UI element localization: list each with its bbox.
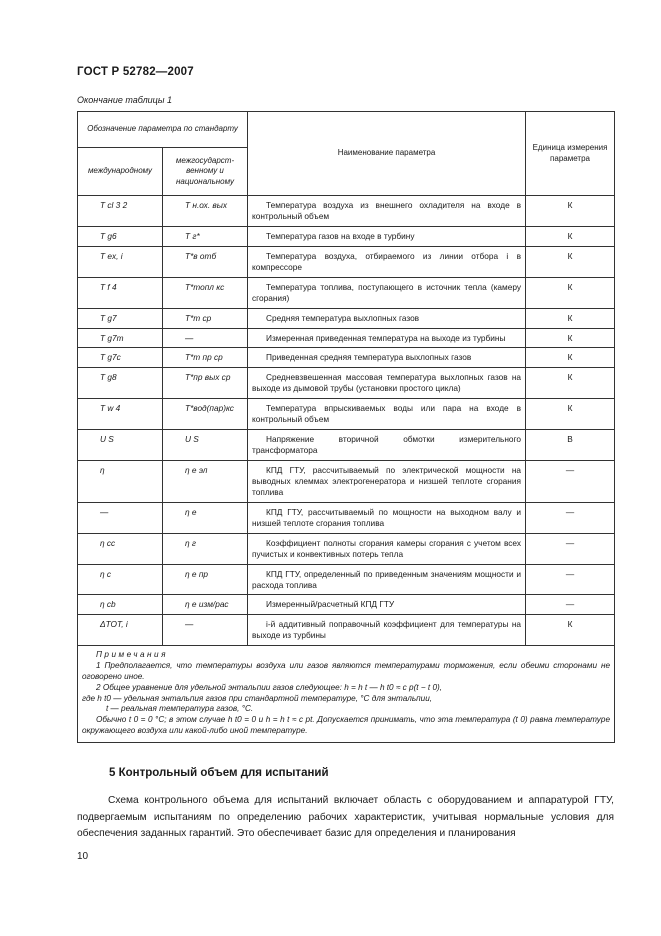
parameter-name: Напряжение вторичной обмотки измерительного трансформатора [248,430,526,461]
table-caption: Окончание таблицы 1 [77,95,172,105]
note-2-t-def: t — реальная температура газов, °С. [106,704,254,714]
section-body-text: Схема контрольного объема для испытаний включает область с оборудованием и аппаратурой ГТУ, подвергаемым испытаниям по определению рабочих характеристик, учитывая нормальные условия для обеспечения заданных гарантий. Это обеспечивает базис для определения и планирования [77,795,614,839]
table-row [78,226,615,246]
parameter-unit: — [526,502,615,533]
table-row [78,277,615,308]
symbol-international: T g7 [78,308,163,328]
symbol-international: T g7c [78,348,163,368]
symbol-international: T ex, i [78,246,163,277]
table-row [78,564,615,595]
symbol-national: T*топл кс [163,277,248,308]
table-row [78,461,615,503]
table-row [78,328,615,348]
symbol-national: T н.ох. вых [163,196,248,227]
parameter-unit: К [526,226,615,246]
note-1: 1 Предполагается, что температуры воздуха или газов являются температурами торможения, если обеими сторонами не оговорено иное. [82,661,611,681]
note-2: 2 Общее уравнение для удельной энтальпии газов следующее: h = h t — h t0 ≈ c p(t − t 0), [96,682,443,692]
parameter-name: Температура топлива, поступающего в источник тепла (камеру сгорания) [248,277,526,308]
table-row [78,196,615,227]
parameter-unit: — [526,564,615,595]
parameter-name: Средневзвешенная массовая температура выхлопных газов на выходе из дымовой трубы (установки простого цикла) [248,368,526,399]
table-row [78,502,615,533]
symbol-international: T f 4 [78,277,163,308]
parameter-unit: — [526,533,615,564]
parameter-name: Температура впрыскиваемых воды или пара на входе в контрольный объем [248,399,526,430]
page-number: 10 [77,851,89,862]
symbol-national: η е [163,502,248,533]
parameter-name: Температура воздуха, отбираемого из линии отбора i в компрессоре [248,246,526,277]
symbol-national: η е изм/рас [163,595,248,615]
symbol-international: — [78,502,163,533]
header-interstate: межгосударст-венному и национальному [163,148,248,196]
symbol-national: T*вод(пар)кс [163,399,248,430]
section-title: 5 Контрольный объем для испытаний [109,767,329,779]
symbol-national: η е пр [163,564,248,595]
table-row [78,615,615,646]
table-row [78,348,615,368]
parameter-unit: К [526,308,615,328]
symbol-national: — [163,615,248,646]
symbol-international: ΔTOT, i [78,615,163,646]
symbol-national: T*т ср [163,308,248,328]
parameter-unit: К [526,328,615,348]
notes-title: Примечания [96,650,168,660]
parameter-name: КПД ГТУ, рассчитываемый по мощности на выходном валу и низшей теплоте сгорания топлива [248,502,526,533]
parameter-name: Температура воздуха из внешнего охладителя на входе в контрольный объем [248,196,526,227]
symbol-international: η cb [78,595,163,615]
parameter-name: i-й аддитивный поправочный коэффициент для температуры на выходе из турбины [248,615,526,646]
symbol-international: T g6 [78,226,163,246]
symbol-international: η c [78,564,163,595]
header-designation-group: Обозначение параметра по стандарту [78,112,248,148]
symbol-international: η cc [78,533,163,564]
symbol-national: η е эл [163,461,248,503]
parameter-unit: В [526,430,615,461]
symbol-national: T*пр вых ср [163,368,248,399]
table-row [78,595,615,615]
parameter-unit: К [526,348,615,368]
table-row [78,399,615,430]
parameter-name: Измеренная приведенная температура на выходе из турбины [248,328,526,348]
parameter-unit: К [526,246,615,277]
symbol-national: T г* [163,226,248,246]
note-2-remark: Обычно t 0 = 0 °С; в этом случае h t0 = 0 и h = h t ≈ c pt. Допускается принимать, что эта температура (t 0) равна температуре окружающего воздуха или какой-либо иной температуре. [82,715,611,736]
note-2-where: где h t0 — удельная энтальпия газов при стандартной температуре, °С для энтальпии, [82,693,433,703]
parameter-name: Приведенная средняя температура выхлопных газов [248,348,526,368]
parameter-unit: К [526,368,615,399]
symbol-national: T*в отб [163,246,248,277]
parameter-name: Температура газов на входе в турбину [248,226,526,246]
parameter-name: Средняя температура выхлопных газов [248,308,526,328]
table-row [78,308,615,328]
parameter-name: КПД ГТУ, определенный по приведенным значениям мощности и расхода топлива [248,564,526,595]
parameter-unit: К [526,615,615,646]
symbol-national: — [163,328,248,348]
parameter-name: Коэффициент полноты сгорания камеры сгорания с учетом всех пучистых и конвективных потерь тепла [248,533,526,564]
parameter-unit: — [526,595,615,615]
symbol-international: U S [78,430,163,461]
parameter-unit: К [526,277,615,308]
document-title: ГОСТ Р 52782—2007 [77,66,194,78]
symbol-international: T cl 3 2 [78,196,163,227]
symbol-national: U S [163,430,248,461]
parameter-unit: — [526,461,615,503]
symbol-international: η [78,461,163,503]
symbol-national: T*т пр ср [163,348,248,368]
symbol-international: T g7m [78,328,163,348]
table-row [78,430,615,461]
table-row [78,533,615,564]
parameter-name: КПД ГТУ, рассчитываемый по электрической мощности на выводных клеммах электрогенератора и низшей теплоте сгорания топлива [248,461,526,503]
header-unit: Единица измерения параметра [526,112,615,196]
table-row [78,246,615,277]
parameter-unit: К [526,399,615,430]
table-notes [78,646,615,743]
header-parameter-name: Наименование параметра [248,112,526,196]
symbol-international: T g8 [78,368,163,399]
parameter-unit: К [526,196,615,227]
symbol-international: T w 4 [78,399,163,430]
parameters-table [77,111,615,743]
symbol-national: η г [163,533,248,564]
parameter-name: Измеренный/расчетный КПД ГТУ [248,595,526,615]
header-international: международному [78,148,163,196]
table-row [78,368,615,399]
